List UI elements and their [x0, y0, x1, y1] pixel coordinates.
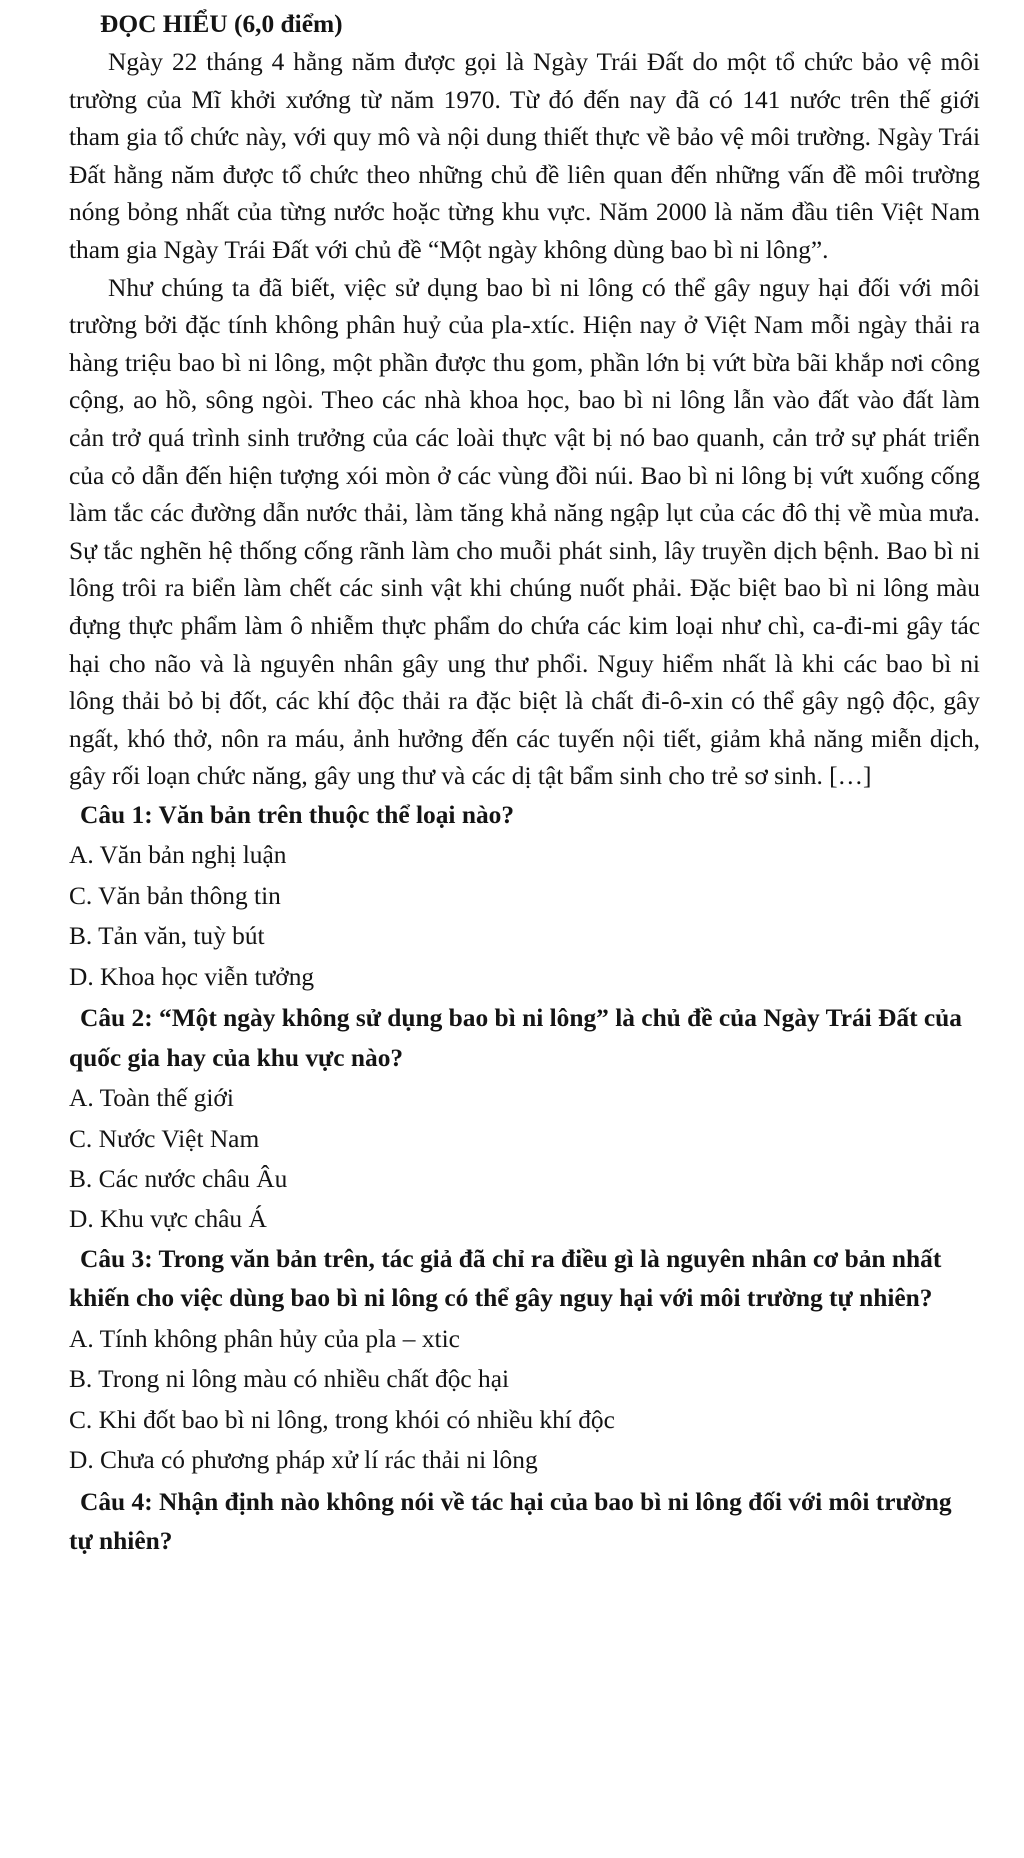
question-1-options	[69, 835, 980, 997]
question-3-option: D. Chưa có phương pháp xử lí rác thải ni lông	[69, 1446, 538, 1475]
question-2	[69, 999, 980, 1240]
question-4-title: Câu 4: Nhận định nào không nói về tác hại của bao bì ni lông đối với môi trường tự nhiên?	[69, 1487, 952, 1556]
question-3-title: Câu 3: Trong văn bản trên, tác giả đã chỉ ra điều gì là nguyên nhân cơ bản nhất khiến cho việc dùng bao bì ni lông có thể gây nguy hại với môi trường tự nhiên?	[69, 1244, 942, 1313]
passage-paragraph-1: Ngày 22 tháng 4 hằng năm được gọi là Ngày Trái Đất do một tổ chức bảo vệ môi trường của Mĩ khởi xướng từ năm 1970. Từ đó đến nay đã có 141 nước trên thế giới tham gia tổ chức này, với quy mô và nội dung thiết thực về bảo vệ môi trường. Ngày Trái Đất hằng năm được tổ chức theo những chủ đề liên quan đến những vấn đề môi trường nóng bỏng nhất của từng nước hoặc từng khu vực. Năm 2000 là năm đầu tiên Việt Nam tham gia Ngày Trái Đất với chủ đề “Một ngày không dùng bao bì ni lông”.	[69, 48, 980, 264]
question-2-title: Câu 2: “Một ngày không sử dụng bao bì ni lông” là chủ đề của Ngày Trái Đất của quốc gia hay của khu vực nào?	[69, 1004, 962, 1072]
question-2-option: B. Các nước châu Âu	[69, 1165, 288, 1193]
question-2-options	[69, 1078, 980, 1240]
question-4	[69, 1483, 980, 1562]
question-1-option: D. Khoa học viễn tưởng	[69, 962, 315, 991]
question-1-option: B. Tản văn, tuỳ bút	[69, 922, 265, 951]
question-1-title: Câu 1: Văn bản trên thuộc thể loại nào?	[80, 800, 515, 829]
question-3	[69, 1240, 980, 1481]
passage-paragraph-2: Như chúng ta đã biết, việc sử dụng bao bì ni lông có thể gây nguy hại đối với môi trường bởi đặc tính không phân huỷ của pla-xtíc. Hiện nay ở Việt Nam mỗi ngày thải ra hàng triệu bao bì ni lông, một phần được thu gom, phần lớn bị vứt bừa bãi khắp nơi công cộng, ao hồ, sông ngòi. Theo các nhà khoa học, bao bì ni lông lẫn vào đất vào đất làm cản trở quá trình sinh trưởng của các loài thực vật bị nó bao quanh, cản trở sự phát triển của cỏ dẫn đến hiện tượng xói mòn ở các vùng đồi núi. Bao bì ni lông bị vứt xuống cống làm tắc các đường dẫn nước thải, làm tăng khả năng ngập lụt của các đô thị về mùa mưa. Sự tắc nghẽn hệ thống cống rãnh làm cho muỗi phát sinh, lây truyền dịch bệnh. Bao bì ni lông trôi ra biển làm chết các sinh vật khi chúng nuốt phải. Đặc biệt bao bì ni lông màu đựng thực phẩm làm ô nhiễm thực phẩm do chứa các kim loại như chì, ca-đi-mi gây tác hại cho não và là nguyên nhân gây ung thư phổi. Nguy hiểm nhất là khi các bao bì ni lông thải bỏ bị đốt, các khí độc thải ra đặc biệt là chất đi-ô-xin có thể gây ngộ độc, gây ngất, khó thở, nôn ra máu, ảnh hưởng đến các tuyến nội tiết, giảm khả năng miễn dịch, gây rối loạn chức năng, gây ung thư và các dị tật bẩm sinh cho trẻ sơ sinh. […]	[69, 273, 980, 791]
question-2-option: C. Nước Việt Nam	[69, 1124, 260, 1153]
question-2-option: A. Toàn thế giới	[69, 1084, 234, 1113]
question-3-option: A. Tính không phân hủy của pla – xtic	[69, 1324, 460, 1353]
question-1-option: C. Văn bản thông tin	[69, 881, 281, 910]
question-1-option: A. Văn bản nghị luận	[69, 841, 287, 870]
question-3-option: B. Trong ni lông màu có nhiều chất độc hại	[69, 1365, 510, 1394]
question-1	[69, 796, 980, 997]
section-heading: ĐỌC HIỂU (6,0 điểm)	[100, 10, 343, 38]
question-3-options	[69, 1319, 980, 1481]
question-3-option: C. Khi đốt bao bì ni lông, trong khói có nhiều khí độc	[69, 1405, 615, 1434]
reading-passage	[69, 44, 980, 796]
question-2-option: D. Khu vực châu Á	[69, 1205, 267, 1234]
